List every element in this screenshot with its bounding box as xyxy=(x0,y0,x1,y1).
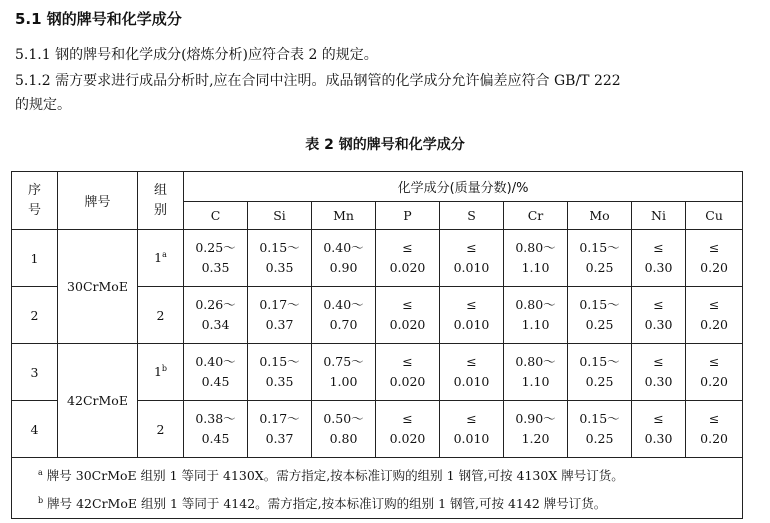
footnote-row xyxy=(12,458,743,519)
value-s: ≤ 0.010 xyxy=(440,401,504,458)
value-mn: 0.75～ 1.00 xyxy=(312,344,376,401)
value-s: ≤ 0.010 xyxy=(440,287,504,344)
value-mn: 0.40～ 0.70 xyxy=(312,287,376,344)
footnote-b: $^b$ 牌号 42CrMoE 组别 1 等同于 4142。需方指定,按本标准订购的组别 1 钢管,可按 4142 牌号订货。 xyxy=(38,496,607,512)
row-seq: 2 xyxy=(12,287,58,344)
value-mo: 0.15～ 0.25 xyxy=(568,230,632,287)
value-ni: ≤ 0.30 xyxy=(632,287,686,344)
header-element-si: Si xyxy=(248,202,312,230)
table-caption: 表 2 钢的牌号和化学成分 xyxy=(305,137,465,153)
value-si: 0.17～ 0.37 xyxy=(248,401,312,458)
row-group: 1$^a$ xyxy=(138,230,184,287)
header-seq: 序 号 xyxy=(12,172,58,230)
value-si: 0.15～ 0.35 xyxy=(248,344,312,401)
table-row xyxy=(12,230,743,287)
value-ni: ≤ 0.30 xyxy=(632,401,686,458)
row-seq: 3 xyxy=(12,344,58,401)
value-si: 0.17～ 0.37 xyxy=(248,287,312,344)
value-cu: ≤ 0.20 xyxy=(686,344,743,401)
clause-5-1-1: 5.1.1 钢的牌号和化学成分(熔炼分析)应符合表 2 的规定。 xyxy=(15,47,378,63)
value-mn: 0.40～ 0.90 xyxy=(312,230,376,287)
row-seq: 1 xyxy=(12,230,58,287)
value-cu: ≤ 0.20 xyxy=(686,230,743,287)
value-mo: 0.15～ 0.25 xyxy=(568,344,632,401)
value-c: 0.26～ 0.34 xyxy=(184,287,248,344)
header-element-s: S xyxy=(440,202,504,230)
header-element-c: C xyxy=(184,202,248,230)
group-footnote-marker: b xyxy=(161,364,168,374)
value-cr: 0.80～ 1.10 xyxy=(504,287,568,344)
value-p: ≤ 0.020 xyxy=(376,344,440,401)
value-p: ≤ 0.020 xyxy=(376,401,440,458)
header-composition: 化学成分(质量分数)/% xyxy=(184,172,743,202)
value-p: ≤ 0.020 xyxy=(376,287,440,344)
value-si: 0.15～ 0.35 xyxy=(248,230,312,287)
value-p: ≤ 0.020 xyxy=(376,230,440,287)
row-grade: 42CrMoE xyxy=(58,344,138,458)
value-cr: 0.90～ 1.20 xyxy=(504,401,568,458)
header-element-p: P xyxy=(376,202,440,230)
value-cu: ≤ 0.20 xyxy=(686,287,743,344)
value-mo: 0.15～ 0.25 xyxy=(568,287,632,344)
value-s: ≤ 0.010 xyxy=(440,344,504,401)
header-grade: 牌号 xyxy=(58,172,138,230)
table-footnotes xyxy=(12,458,743,519)
row-group: 2 xyxy=(138,401,184,458)
header-element-cr: Cr xyxy=(504,202,568,230)
header-element-cu: Cu xyxy=(686,202,743,230)
section-heading: 5.1 钢的牌号和化学成分 xyxy=(15,10,182,28)
value-cr: 0.80～ 1.10 xyxy=(504,230,568,287)
group-footnote-marker: a xyxy=(162,250,167,260)
value-cr: 0.80～ 1.10 xyxy=(504,344,568,401)
value-mo: 0.15～ 0.25 xyxy=(568,401,632,458)
row-grade: 30CrMoE xyxy=(58,230,138,344)
value-c: 0.25～ 0.35 xyxy=(184,230,248,287)
row-group: 2 xyxy=(138,287,184,344)
value-ni: ≤ 0.30 xyxy=(632,230,686,287)
row-group: 1$^b$ xyxy=(138,344,184,401)
row-seq: 4 xyxy=(12,401,58,458)
chemical-composition-table xyxy=(11,171,743,519)
value-c: 0.38～ 0.45 xyxy=(184,401,248,458)
header-element-mn: Mn xyxy=(312,202,376,230)
clause-5-1-2: 5.1.2 需方要求进行成品分析时,应在合同中注明。成品钢管的化学成分允许偏差应符合 GB/T 222 xyxy=(15,73,621,89)
header-element-mo: Mo xyxy=(568,202,632,230)
value-cu: ≤ 0.20 xyxy=(686,401,743,458)
value-s: ≤ 0.010 xyxy=(440,230,504,287)
header-element-ni: Ni xyxy=(632,202,686,230)
header-group: 组 别 xyxy=(138,172,184,230)
value-ni: ≤ 0.30 xyxy=(632,344,686,401)
footnote-a: $^a$ 牌号 30CrMoE 组别 1 等同于 4130X。需方指定,按本标准订购的组别 1 钢管,可按 4130X 牌号订货。 xyxy=(38,467,624,483)
value-c: 0.40～ 0.45 xyxy=(184,344,248,401)
value-mn: 0.50～ 0.80 xyxy=(312,401,376,458)
table-row xyxy=(12,344,743,401)
clause-5-1-2-continued: 的规定。 xyxy=(15,97,71,113)
